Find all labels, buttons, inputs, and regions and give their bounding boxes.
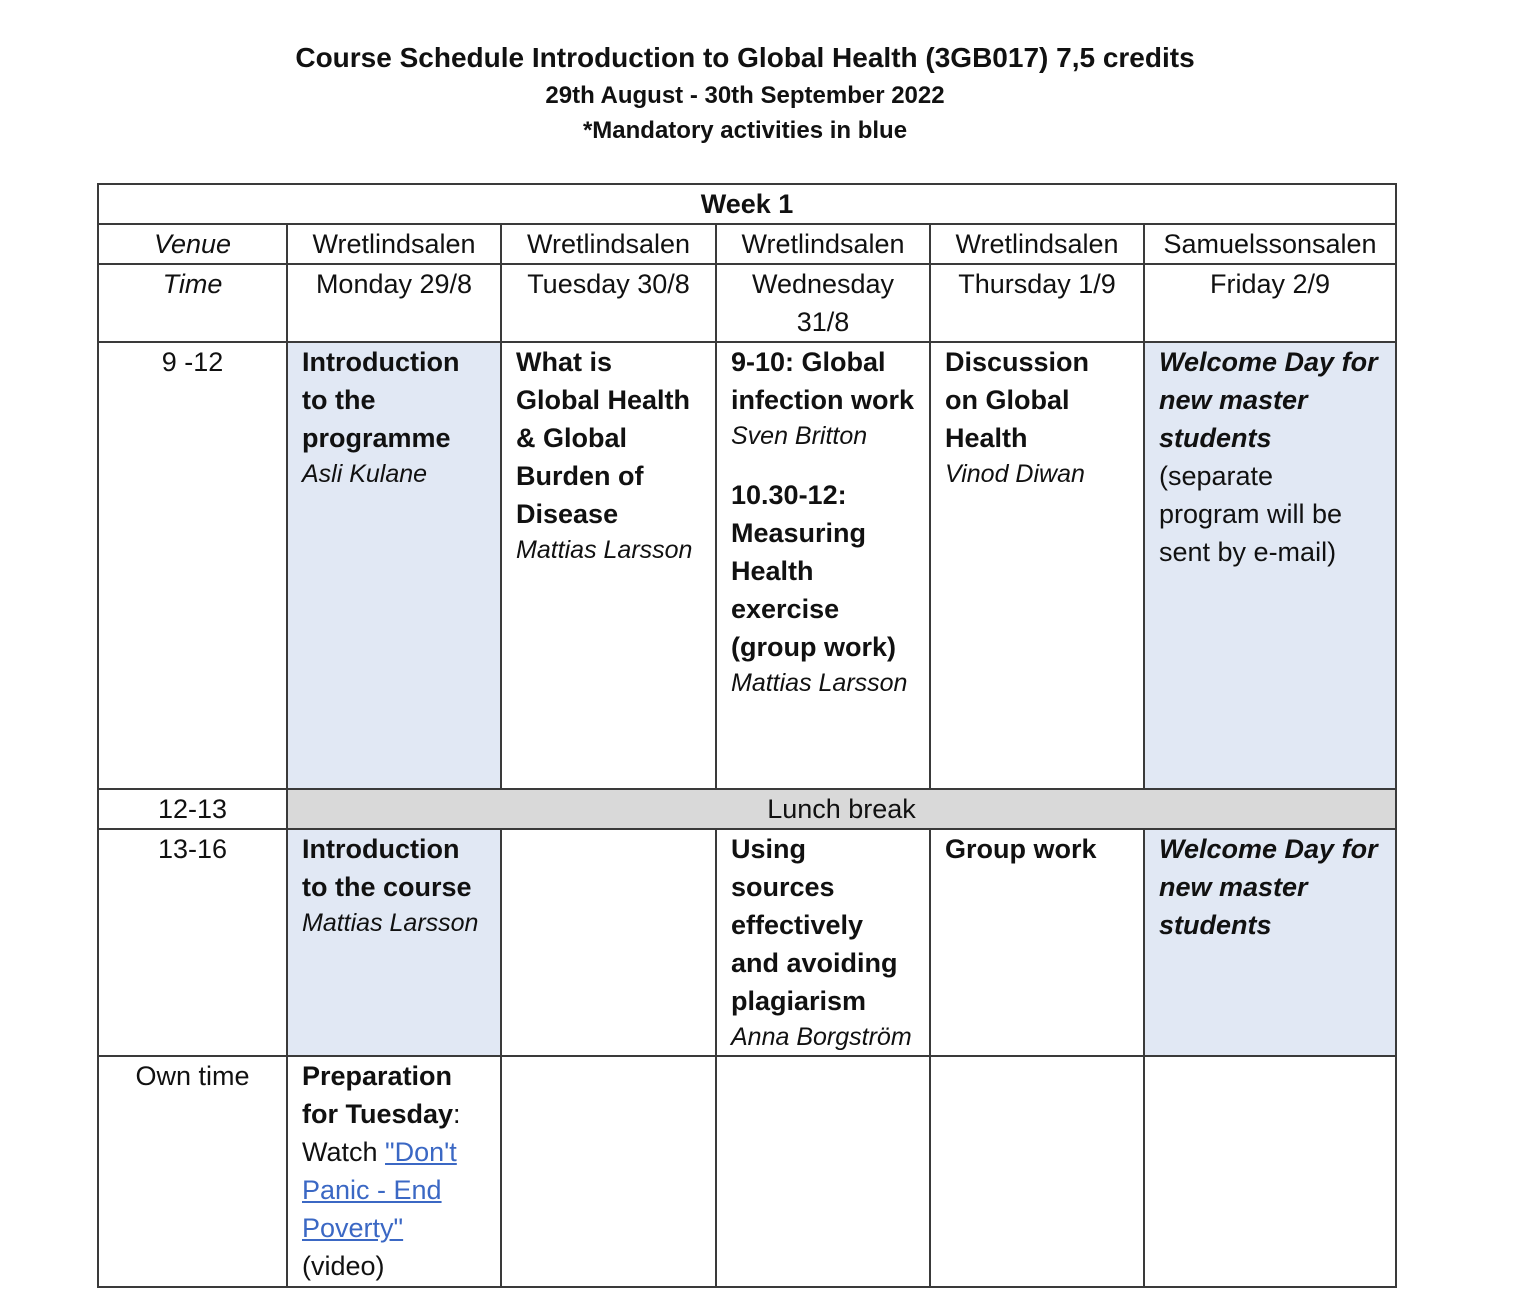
morning-row [98,342,1396,789]
activity-title: Group work [945,834,1097,864]
page-title: Course Schedule Introduction to Global Health (3GB017) 7,5 credits [295,42,1195,73]
day-friday: Friday 2/9 [1144,264,1396,342]
own-time-monday-cell [287,1056,501,1287]
morning-time: 9 -12 [98,342,287,789]
day-wednesday: Wednesday 31/8 [716,264,930,342]
lecturer-name: Mattias Larsson [302,909,479,937]
activity-title: 9-10: Global infection work [731,347,915,415]
own-time-row [98,1056,1396,1287]
lecturer-name: Asli Kulane [302,460,428,488]
activity-title: What is Global Health & Global Burden of Disease [516,347,691,529]
activity-title: Welcome Day for new master students [1159,834,1378,940]
day-monday: Monday 29/8 [287,264,501,342]
venue-wednesday: Wretlindsalen [716,224,930,264]
morning-wednesday-cell [716,342,930,789]
lecturer-name: Vinod Diwan [945,460,1085,488]
morning-friday-cell [1144,342,1396,789]
day-row [98,264,1396,342]
venue-row [98,224,1396,264]
venue-monday: Wretlindsalen [287,224,501,264]
activity-title: Introduction to the programme [302,347,460,453]
activity-title: Welcome Day for new master students [1159,347,1378,453]
venue-friday: Samuelssonsalen [1144,224,1396,264]
lecturer-name: Mattias Larsson [516,536,693,564]
afternoon-row [98,829,1396,1056]
own-time-tuesday-cell [501,1056,716,1287]
video-link[interactable]: "Don't Panic - End Poverty" [302,1137,457,1243]
lecturer-name: Mattias Larsson [731,669,908,697]
own-time-thursday-cell [930,1056,1144,1287]
own-time-friday-cell [1144,1056,1396,1287]
afternoon-time: 13-16 [98,829,287,1056]
activity-title: Discussion on Global Health [945,347,1090,453]
week-row [98,184,1396,224]
own-time-wednesday-cell [716,1056,930,1287]
morning-tuesday-cell [501,342,716,789]
day-tuesday: Tuesday 30/8 [501,264,716,342]
afternoon-wednesday-cell [716,829,930,1056]
activity-note: (separate program will be sent by e-mail) [1159,461,1343,567]
venue-label: Venue [98,224,287,264]
lecturer-name: Anna Borgström [731,1023,912,1051]
afternoon-thursday-cell [930,829,1144,1056]
venue-thursday: Wretlindsalen [930,224,1144,264]
lunch-time: 12-13 [98,789,287,829]
mandatory-note: *Mandatory activities in blue [582,117,908,144]
preparation-title: Preparation for Tuesday [302,1061,454,1129]
week-label: Week 1 [98,184,1396,224]
afternoon-monday-cell [287,829,501,1056]
activity-title: Introduction to the course [302,834,472,902]
morning-thursday-cell [930,342,1144,789]
morning-monday-cell [287,342,501,789]
afternoon-tuesday-cell [501,829,716,1056]
afternoon-friday-cell [1144,829,1396,1056]
own-time-label: Own time [98,1056,287,1287]
activity-title: 10.30-12: Measuring Health exercise (group work) [731,480,896,662]
lunch-break: Lunch break [287,789,1396,829]
day-thursday: Thursday 1/9 [930,264,1144,342]
venue-tuesday: Wretlindsalen [501,224,716,264]
lecturer-name: Sven Britton [731,422,868,450]
date-range: 29th August - 30th September 2022 [545,82,945,109]
colon: : [453,1099,461,1129]
schedule-table [97,183,1397,1288]
video-suffix: (video) [302,1251,385,1281]
time-label: Time [98,264,287,342]
activity-title: Using sources effectively and avoiding plagiarism [731,834,898,1016]
watch-text: Watch [302,1137,386,1167]
lunch-row [98,789,1396,829]
